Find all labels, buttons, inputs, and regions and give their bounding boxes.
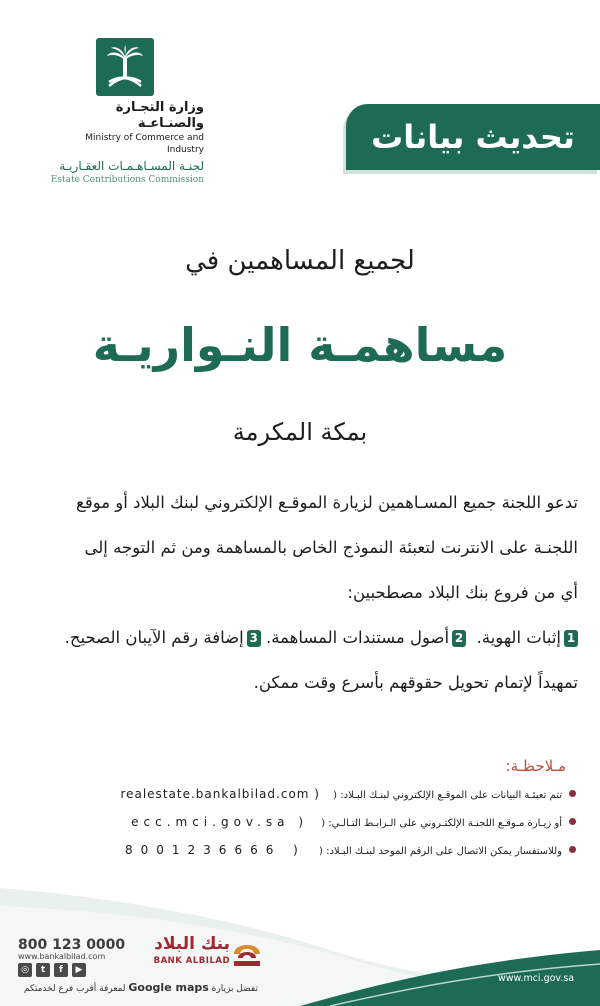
notes-list <box>40 780 576 864</box>
youtube-icon[interactable]: ▶ <box>72 963 86 977</box>
note-item <box>40 808 576 836</box>
mci-website[interactable]: www.mci.gov.sa <box>498 973 575 984</box>
note-text: وللاستفسار يمكن الاتصال على الرقم الموحد لبنـك البـلاد: ( <box>319 846 562 857</box>
ministry-block <box>46 100 204 186</box>
item-id-proof: إثبات الهوية. <box>476 628 561 647</box>
maps-prefix: تفضل بزيارة <box>211 984 258 994</box>
item-number-badge: 3 <box>247 630 261 647</box>
maps-suffix: لمعرفة أقرب فرع لخدمتكم <box>23 984 126 994</box>
item-add-iban: إضافة رقم الآيبان الصحيح. <box>64 628 244 647</box>
commission-name-ar: لجنـة المسـاهـمـات العقـاريـة <box>59 159 204 173</box>
data-update-banner: تحديث بيانات <box>346 104 600 170</box>
body-closing: تمهيداً لإتمام تحويل حقوقهم بأسرع وقت ممكن. <box>253 673 578 692</box>
google-maps-note <box>23 981 258 994</box>
notes-title: مـلاحظـة: <box>505 757 566 775</box>
note-item <box>40 836 576 864</box>
title-location: بمكة المكرمة <box>232 418 368 446</box>
palm-swords-icon <box>103 44 147 90</box>
instagram-icon[interactable]: ◎ <box>18 963 32 977</box>
note-bullet-icon <box>569 790 576 797</box>
item-number-badge: 1 <box>564 630 578 647</box>
announcement-body <box>18 480 578 705</box>
note-bullet-icon <box>569 846 576 853</box>
google-maps-logo[interactable]: Google maps <box>128 981 209 994</box>
ministry-name-ar: وزارة التجـارة والصنـاعـة <box>115 100 204 131</box>
note-bullet-icon <box>569 818 576 825</box>
bank-name-en: BANK ALBILAD <box>153 956 230 966</box>
body-line-3: أي من فروع بنك البلاد مصطحبين: <box>347 583 578 602</box>
item-original-documents: أصول مستندات المساهمة. <box>265 628 450 647</box>
item-number-badge: 2 <box>452 630 466 647</box>
bank-website[interactable]: www.bankalbilad.com <box>18 952 106 961</box>
title-contribution-name: مساهمـة النـواريـة <box>92 318 508 372</box>
body-line-2: اللجنـة على الانترنت لتعبئة النموذج الخاص بالمساهمة ومن ثم التوجه إلى <box>84 538 578 557</box>
bank-albilad-logo-icon <box>232 936 262 968</box>
note-item <box>40 780 576 808</box>
bank-phone-number[interactable]: 800 123 0000 <box>18 937 126 953</box>
required-documents-list <box>18 615 578 660</box>
unified-phone-number[interactable]: 8001236666 ) <box>125 843 306 857</box>
commission-website-link[interactable]: ecc.mci.gov.sa ) <box>131 815 308 829</box>
commission-name-en: Estate Contributions Commission <box>50 175 204 185</box>
bank-name-ar: بنك البلاد <box>154 934 230 954</box>
title-all-contributors: لجميع المساهمين في <box>185 246 415 276</box>
ministry-name-en: Ministry of Commerce and Industry <box>85 133 204 155</box>
facebook-icon[interactable]: f <box>54 963 68 977</box>
saudi-emblem-logo <box>96 38 154 96</box>
social-icons <box>18 963 86 977</box>
body-line-1: تدعو اللجنة جميع المسـاهمين لزيارة الموقـع الإلكتروني لبنك البلاد أو موقع <box>76 493 578 512</box>
note-text: أو زيـارة مـوقـع اللجنـة الإلكتـروني على الـرابـط التـالـي: ( <box>321 818 562 829</box>
bank-website-link[interactable]: realestate.bankalbilad.com ) <box>120 787 320 801</box>
note-text: تتم تعبئـة البيانات على الموقـع الإلكتروني لبنـك البـلاد: ( <box>333 790 562 801</box>
twitter-icon[interactable]: t <box>36 963 50 977</box>
